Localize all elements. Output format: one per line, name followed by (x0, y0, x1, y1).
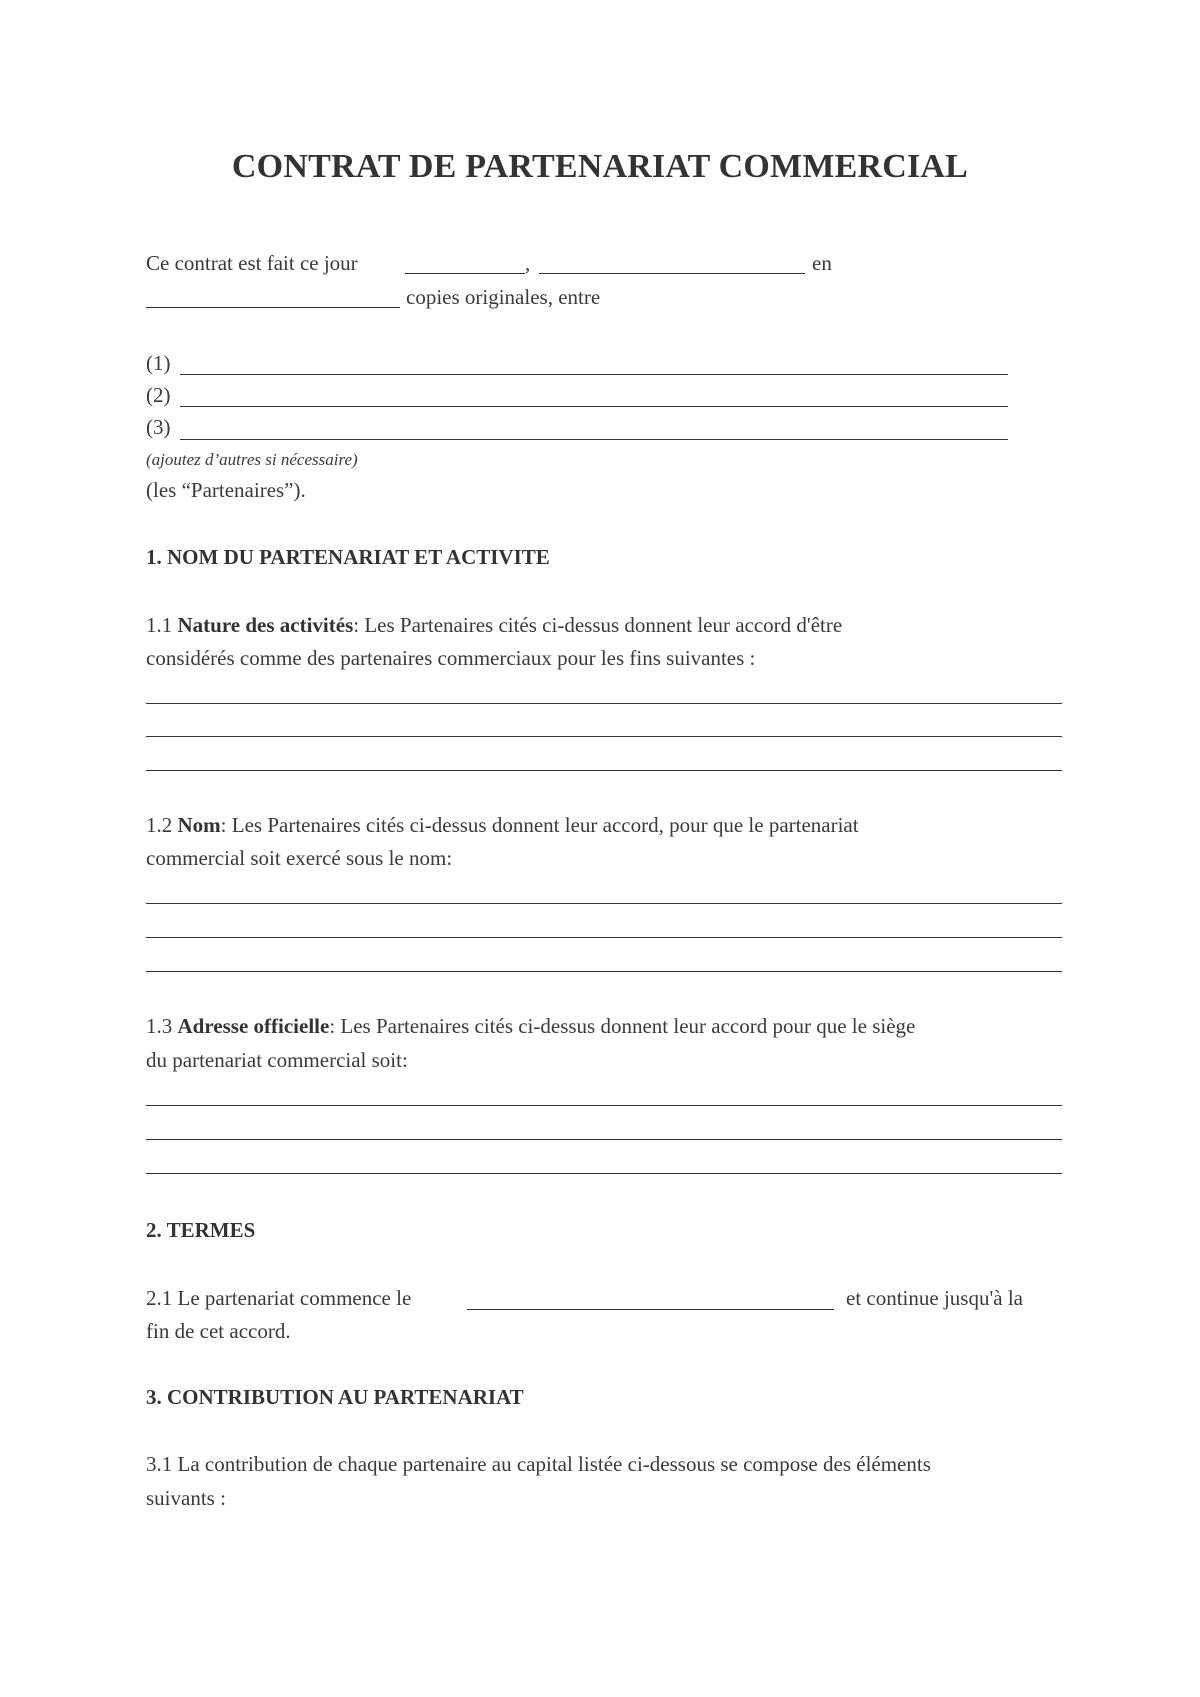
clause-1-3-line1 (146, 1014, 915, 1038)
name-line-3[interactable] (146, 971, 1062, 972)
clause-1-2-number: 1.2 (146, 813, 173, 837)
activities-line-2[interactable] (146, 736, 1062, 737)
activities-line-3[interactable] (146, 770, 1062, 771)
party-3-blank[interactable] (180, 439, 1008, 440)
clause-3-1-line1: 3.1 La contribution de chaque partenaire au capital listée ci-dessous se compose des éléments (146, 1452, 931, 1476)
party-1-blank[interactable] (180, 374, 1008, 375)
date-place-blank[interactable] (539, 273, 805, 274)
address-line-3[interactable] (146, 1173, 1062, 1174)
party-label-2: (2) (146, 383, 171, 407)
party-2-blank[interactable] (180, 406, 1008, 407)
clause-1-1-line1 (146, 613, 842, 637)
address-line-2[interactable] (146, 1139, 1062, 1140)
clause-1-1-text: : Les Partenaires cités ci-dessus donnent leur accord d'être (353, 613, 843, 637)
date-day-blank[interactable] (405, 273, 525, 274)
parties-defined-as: (les “Partenaires”). (146, 478, 306, 502)
clause-2-1-text-part1: 2.1 Le partenariat commence le (146, 1286, 412, 1310)
clause-1-3-line2: du partenariat commercial soit: (146, 1048, 408, 1072)
clause-1-3-label: Adresse officielle (177, 1014, 330, 1038)
clause-1-1-number: 1.1 (146, 613, 173, 637)
document-title: CONTRAT DE PARTENARIAT COMMERCIAL (231, 148, 969, 185)
intro-comma: , (525, 251, 531, 275)
intro-text-part2: en (812, 251, 832, 275)
section-1-heading: 1. NOM DU PARTENARIAT ET ACTIVITE (146, 545, 550, 569)
clause-1-3-number: 1.3 (146, 1014, 173, 1038)
intro-text-part3: copies originales, entre (406, 285, 601, 309)
clause-1-2-line1 (146, 813, 859, 837)
clause-1-1-label: Nature des activités (177, 613, 354, 637)
parties-note: (ajoutez d’autres si nécessaire) (146, 450, 358, 469)
party-label-1: (1) (146, 351, 171, 375)
section-2-heading: 2. TERMES (146, 1218, 256, 1242)
name-line-2[interactable] (146, 937, 1062, 938)
party-label-3: (3) (146, 415, 171, 439)
clause-2-1-line2: fin de cet accord. (146, 1319, 291, 1343)
clause-1-2-text: : Les Partenaires cités ci-dessus donnent leur accord, pour que le partenariat (220, 813, 859, 837)
clause-2-1-text-part2: et continue jusqu'à la (846, 1286, 1023, 1310)
clause-1-1-line2: considérés comme des partenaires commerciaux pour les fins suivantes : (146, 646, 756, 670)
section-3-heading: 3. CONTRIBUTION AU PARTENARIAT (146, 1385, 524, 1409)
copies-count-blank[interactable] (146, 307, 400, 308)
name-line-1[interactable] (146, 903, 1062, 904)
activities-line-1[interactable] (146, 703, 1062, 704)
start-date-blank[interactable] (467, 1309, 834, 1310)
address-line-1[interactable] (146, 1105, 1062, 1106)
clause-1-2-label: Nom (177, 813, 221, 837)
intro-text-part1: Ce contrat est fait ce jour (146, 251, 358, 275)
clause-1-2-line2: commercial soit exercé sous le nom: (146, 846, 453, 870)
clause-1-3-text: : Les Partenaires cités ci-dessus donnent leur accord pour que le siège (329, 1014, 916, 1038)
clause-3-1-line2: suivants : (146, 1486, 226, 1510)
